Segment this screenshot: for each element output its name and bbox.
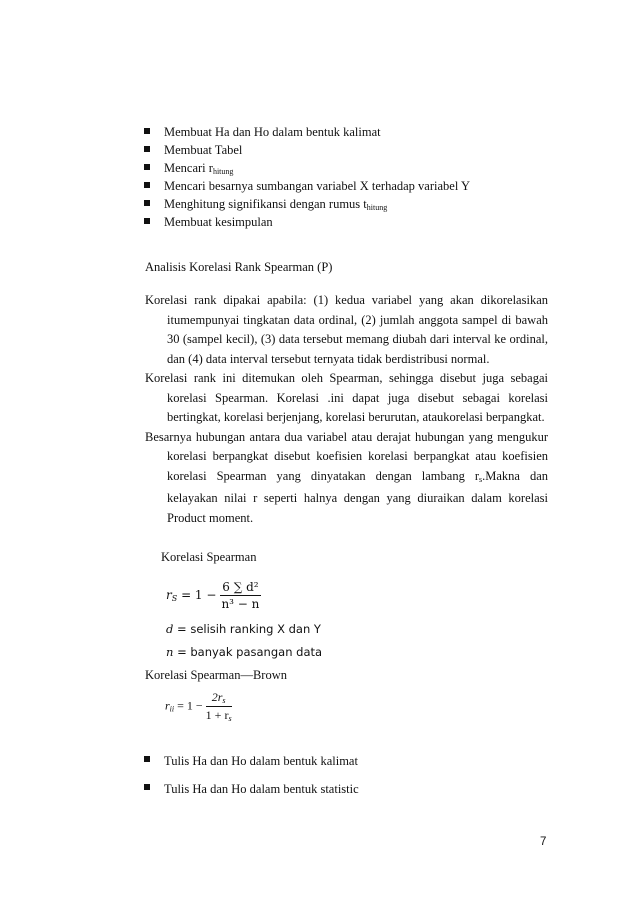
- list-item: Mencari $r_{hitung}$: [142, 159, 470, 177]
- spearman-formula: $r_S = 1$ − $\frac{\text{6 ∑ d²}}{\text{n³ − n}}$: [166, 580, 260, 611]
- definition-n: n = banyak pasangan data: [166, 645, 323, 659]
- list-item: Membuat Ha dan Ho dalam bentuk kalimat: [142, 123, 470, 141]
- list-item: Tulis Ha dan Ho dalam bentuk kalimat: [142, 751, 359, 779]
- list-item: Membuat Tabel: [142, 141, 470, 159]
- steps-list: [142, 123, 470, 231]
- spearman-brown-label: Korelasi Spearman—Brown: [145, 668, 287, 682]
- definition-d: d = selisih ranking X dan Y: [166, 622, 321, 636]
- list-item: Membuat kesimpulan: [142, 213, 470, 231]
- spearman-brown-formula: $r_{ii} = 1$ − $\frac{2r_s}{1 + r_s}$: [165, 690, 232, 723]
- spearman-brown-fraction: $\frac{2r_s}{1 + r_s}$: [205, 690, 232, 723]
- list-item: Tulis Ha dan Ho dalam bentuk statistic: [142, 779, 359, 807]
- spearman-label: Korelasi Spearman: [161, 550, 257, 564]
- spearman-fraction: $\frac{\text{6 ∑ d²}}{\text{n³ − n}}$: [221, 580, 260, 611]
- list-item: Menghitung signifikansi dengan rumus $t_{hitung}$: [142, 195, 470, 213]
- hypothesis-list: [142, 751, 359, 807]
- section-heading: Analisis Korelasi Rank Spearman (P): [145, 260, 333, 274]
- page-number: 7: [540, 836, 547, 848]
- body-text: [145, 291, 548, 528]
- paragraph: Besarnya hubungan antara dua variabel atau derajat hubungan yang mengukur korelasi berpangkat disebut koefisien korelasi berpangkat atau koefisien korelasi Spearman yang dinyatakan dengan lambang $r_s.Makna$ dan kelayakan nilai r seperti halnya dengan yang diuraikan dalam korelasi Product moment.: [145, 429, 548, 525]
- paragraph: Korelasi rank dipakai apabila: (1) kedua variabel yang akan dikorelasikan itumempunyai tingkatan data ordinal, (2) jumlah anggota sampel di bawah 30 (sampel kecil), (3) data tersebut memang diubah dari interval ke ordinal, dan (4) data interval tersebut ternyata tidak berdistribusi normal.: [145, 293, 548, 366]
- paragraph: Korelasi rank ini ditemukan oleh Spearman, sehingga disebut juga sebagai korelasi Spearman. Korelasi .ini dapat juga disebut sebagai korelasi bertingkat, korelasi berjenjang, korelasi berurutan, ataukorelasi berpangkat.: [145, 371, 548, 424]
- list-item: Mencari besarnya sumbangan variabel X terhadap variabel Y: [142, 177, 470, 195]
